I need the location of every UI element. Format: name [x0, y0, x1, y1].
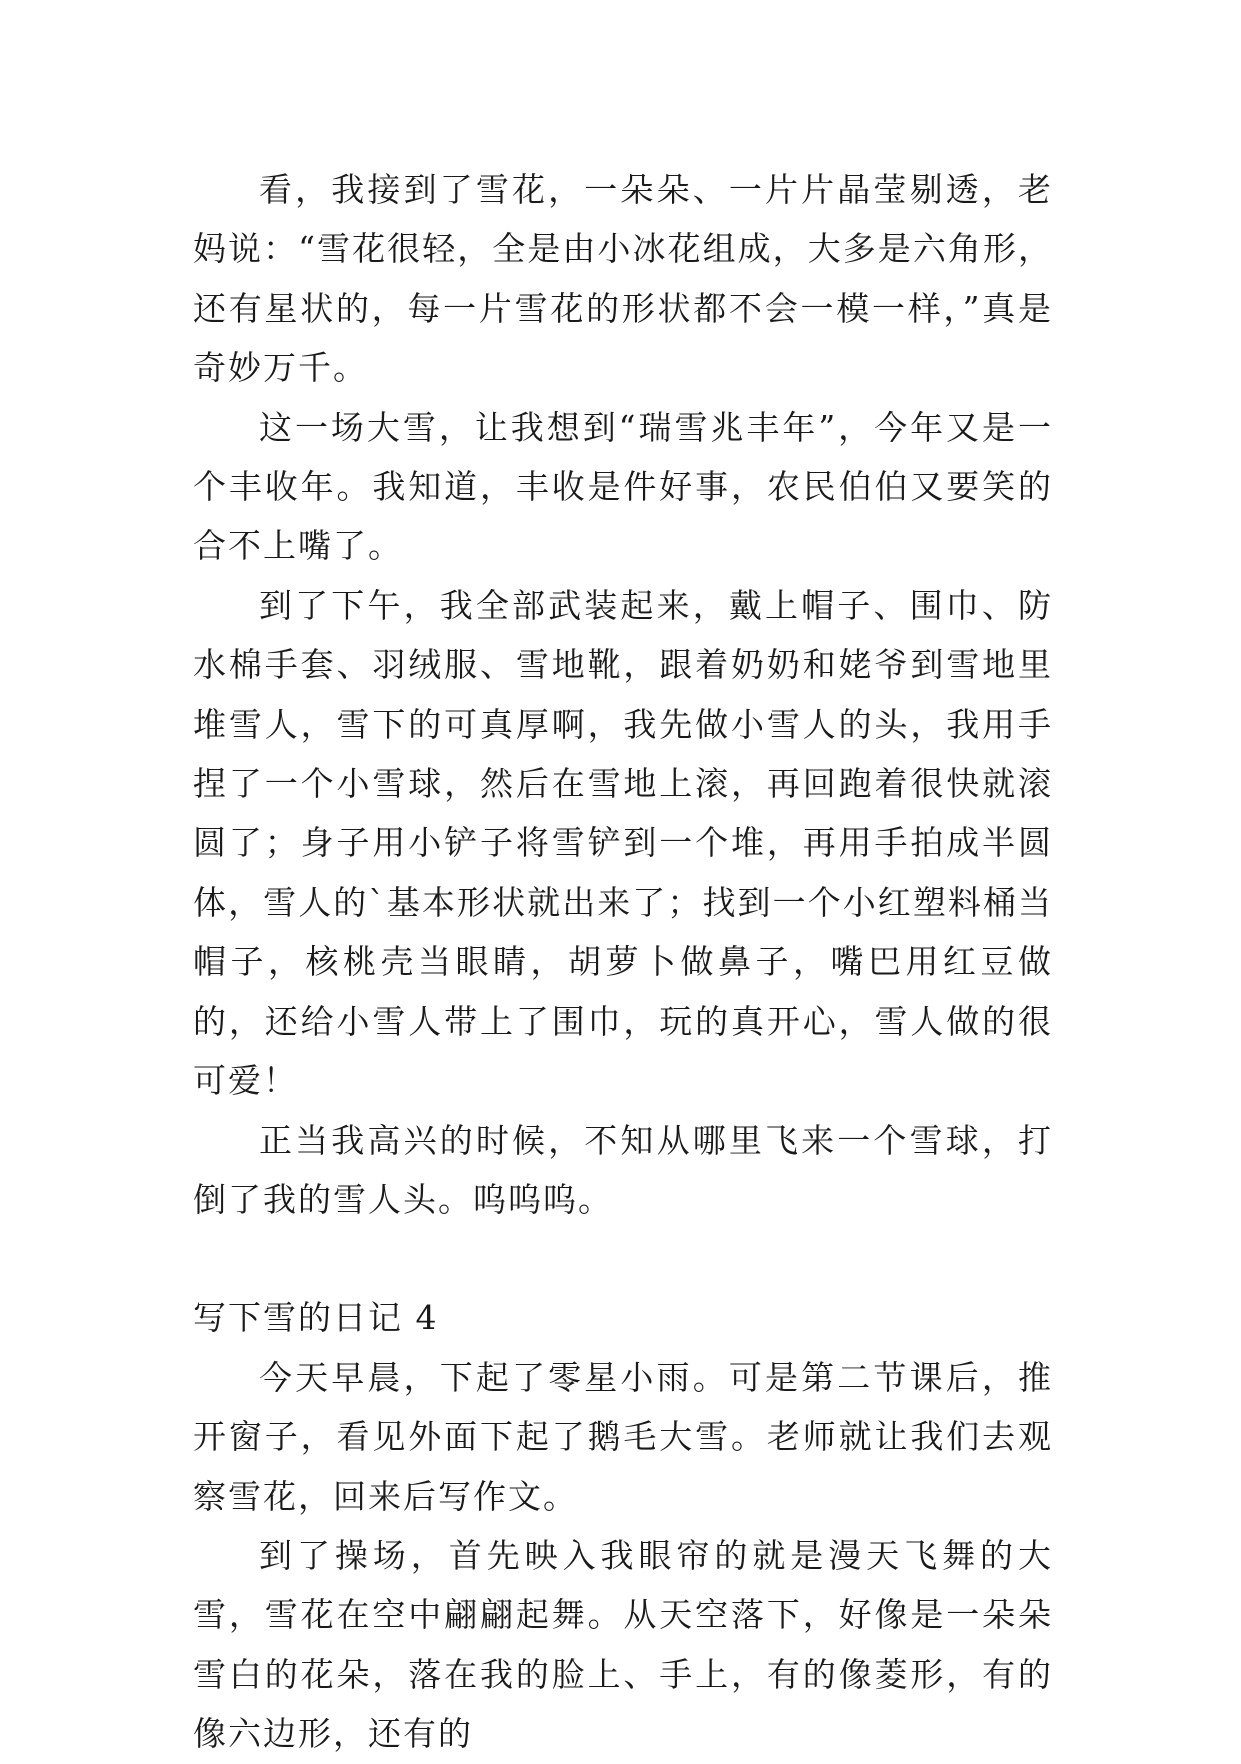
paragraph-1: 看，我接到了雪花，一朵朵、一片片晶莹剔透，老妈说：“雪花很轻，全是由小冰花组成，大多是六角形，还有星状的，每一片雪花的形状都不会一模一样，”真是奇妙万千。: [193, 170, 1053, 388]
paragraph-3: 到了下午，我全部武装起来，戴上帽子、围巾、防水棉手套、羽绒服、雪地靴，跟着奶奶和姥爷到雪地里堆雪人，雪下的可真厚啊，我先做小雪人的头，我用手捏了一个小雪球，然后在雪地上滚，再回跑着很快就滚圆了；身子用小铲子将雪铲到一个堆，再用手拍成半圆体，雪人的`基本形状就出来了；找到一个小红塑料桶当帽子，核桃壳当眼睛，胡萝卜做鼻子，嘴巴用红豆做的，还给小雪人带上了围巾，玩的真开心，雪人做的很可爱！: [193, 585, 1053, 1101]
paragraph-5: 今天早晨，下起了零星小雨。可是第二节课后，推开窗子，看见外面下起了鹅毛大雪。老师就让我们去观察雪花，回来后写作文。: [193, 1357, 1053, 1516]
section-title: 写下雪的日记 4: [193, 1298, 439, 1338]
paragraph-6: 到了操场，首先映入我眼帘的就是漫天飞舞的大雪，雪花在空中翩翩起舞。从天空落下，好像是一朵朵雪白的花朵，落在我的脸上、手上，有的像菱形，有的像六边形，还有的: [193, 1535, 1053, 1754]
paragraph-2: 这一场大雪，让我想到“瑞雪兆丰年”，今年又是一个丰收年。我知道，丰收是件好事，农民伯伯又要笑的合不上嘴了。: [193, 407, 1053, 566]
document-body: [193, 160, 1053, 1764]
paragraph-4: 正当我高兴的时候，不知从哪里飞来一个雪球，打倒了我的雪人头。呜呜呜。: [193, 1120, 1053, 1219]
